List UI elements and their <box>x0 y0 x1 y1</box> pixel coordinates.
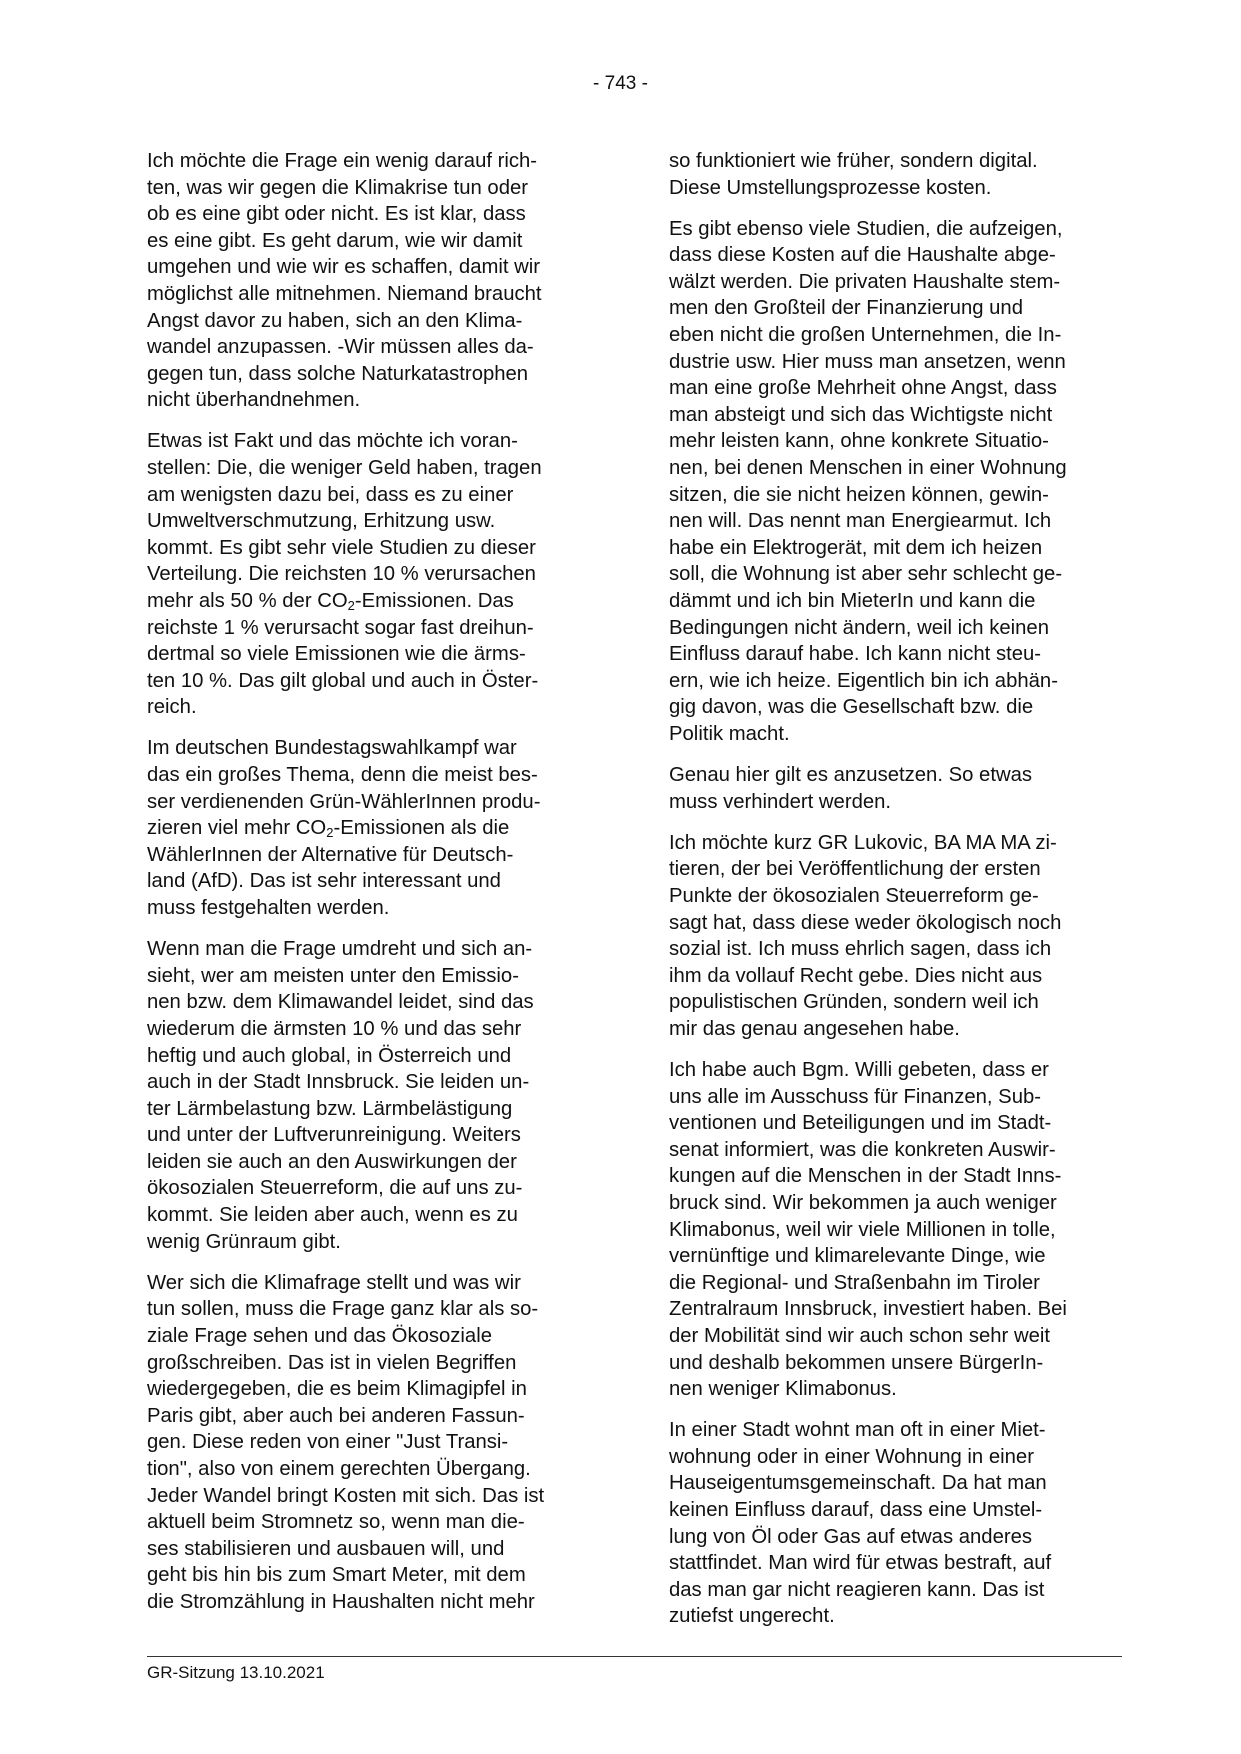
paragraph <box>147 428 602 721</box>
right-column <box>669 148 1124 1644</box>
subscript: 2 <box>347 598 355 613</box>
paragraph: so funktioniert wie früher, sondern digital. Diese Umstellungsprozesse kosten. <box>669 150 1038 199</box>
paragraph: Ich möchte kurz GR Lukovic, BA MA MA zi- tieren, der bei Veröffentlichung der ersten Punkte der ökosozialen Steuerreform ge- sagt hat, dass diese weder ökologisch noch sozial ist. Ich muss ehrlich sagen, dass ich ihm da vollauf Recht gebe. Dies nicht aus populistischen Gründen, sondern weil ich mir das genau angesehen habe. <box>669 831 1062 1040</box>
paragraph-text: Etwas ist Fakt und das möchte ich voran- stellen: Die, die weniger Geld haben, tragen am wenigsten dazu bei, dass es zu einer Umweltverschmutzung, Erhitzung usw. kommt. Es gibt sehr viele Studien zu dieser Verteilung. Die reichsten 10 % verursachen mehr als 50 % der CO <box>147 430 542 612</box>
paragraph: Es gibt ebenso viele Studien, die aufzeigen, dass diese Kosten auf die Haushalte abge- wälzt werden. Die privaten Haushalte stem- men den Großteil der Finanzierung und eben nicht die großen Unternehmen, die In- dustrie usw. Hier muss man ansetzen, wenn man eine große Mehrheit ohne Angst, dass man absteigt und sich das Wichtigste nicht mehr leisten kann, ohne konkrete Situatio- nen, bei denen Menschen in einer Wohnung sitzen, die sie nicht heizen können, gewin- nen will. Das nennt man Energiearmut. Ich habe ein Elektrogerät, mit dem ich heizen soll, die Wohnung ist aber sehr schlecht ge- dämmt und ich bin MieterIn und kann die Bedingungen nicht ändern, weil ich keinen Einfluss darauf habe. Ich kann nicht steu- ern, wie ich heize. Eigentlich bin ich abhän- gig davon, was die Gesellschaft bzw. die Politik macht. <box>669 217 1067 745</box>
subscript: 2 <box>326 825 334 841</box>
paragraph-text: Im deutschen Bundestagswahlkampf war das ein großes Thema, denn die meist bes- ser verdienenden Grün-WählerInnen produ- zieren viel mehr CO <box>147 737 541 840</box>
paragraph-text: -Emissionen als die WählerInnen der Alternative für Deutsch- land (AfD). Das ist sehr interessant und muss festgehalten werden. <box>147 817 514 920</box>
paragraph: In einer Stadt wohnt man oft in einer Miet- wohnung oder in einer Wohnung in einer Hauseigentumsgemeinschaft. Da hat man keinen Einfluss darauf, dass eine Umstel- lung von Öl oder Gas auf etwas anderes stattfindet. Man wird für etwas bestraft, auf das man gar nicht reagieren kann. Das ist zutiefst ungerecht. <box>669 1419 1052 1628</box>
paragraph: Ich habe auch Bgm. Willi gebeten, dass er uns alle im Ausschuss für Finanzen, Sub- ventionen und Beteiligungen und im Stadt- senat informiert, was die konkreten Auswir- kungen auf die Menschen in der Stadt Inns- bruck sind. Wir bekommen ja auch weniger Klimabonus, weil wir viele Millionen in tolle, vernünftige und klimarelevante Dinge, wie die Regional- und Straßenbahn im Tiroler Zentralraum Innsbruck, investiert haben. Bei der Mobilität sind wir auch schon sehr weit und deshalb bekommen unsere BürgerIn- nen weniger Klimabonus. <box>669 1059 1067 1401</box>
paragraph <box>147 735 602 921</box>
footer-divider <box>147 1656 1122 1657</box>
paragraph: Genau hier gilt es anzusetzen. So etwas muss verhindert werden. <box>669 764 1033 813</box>
paragraph: Wer sich die Klimafrage stellt und was wir tun sollen, muss die Frage ganz klar als so- ziale Frage sehen und das Ökosoziale großschreiben. Das ist in vielen Begriffen wiedergegeben, die es beim Klimagipfel in Paris gibt, aber auch bei anderen Fassun- gen. Diese reden von einer "Just Transi- tion", also von einem gerechten Übergang. Jeder Wandel bringt Kosten mit sich. Das ist aktuell beim Stromnetz so, wenn man die- ses stabilisieren und ausbauen will, und geht bis hin bis zum Smart Meter, mit dem die Stromzählung in Haushalten nicht mehr <box>147 1271 545 1613</box>
paragraph: Ich möchte die Frage ein wenig darauf rich- ten, was wir gegen die Klimakrise tun oder ob es eine gibt oder nicht. Es ist klar, dass es eine gibt. Es geht darum, wie wir damit umgehen und wie wir es schaffen, damit wir möglichst alle mitnehmen. Niemand braucht Angst davor zu haben, sich an den Klima- wandel anzupassen. -Wir müssen alles da- gegen tun, dass solche Naturkatastrophen nicht überhandnehmen. <box>147 150 542 412</box>
paragraph-text: -Emissionen. Das reichste 1 % verursacht sogar fast dreihun- dertmal so viele Emissionen wie die ärms- ten 10 %. Das gilt global und auch in Öster- reich. <box>147 590 539 719</box>
left-column <box>147 148 602 1630</box>
footer-session-date: GR-Sitzung 13.10.2021 <box>147 1663 325 1682</box>
paragraph: Wenn man die Frage umdreht und sich an- sieht, wer am meisten unter den Emissio- nen bzw. dem Klimawandel leidet, sind das wiederum die ärmsten 10 % und das sehr heftig und auch global, in Österreich und auch in der Stadt Innsbruck. Sie leiden un- ter Lärmbelastung bzw. Lärmbelästigung und unter der Luftverunreinigung. Weiters leiden sie auch an den Auswirkungen der ökosozialen Steuerreform, die auf uns zu- kommt. Sie leiden aber auch, wenn es zu wenig Grünraum gibt. <box>147 938 534 1253</box>
page-number: - 743 - <box>593 73 648 94</box>
